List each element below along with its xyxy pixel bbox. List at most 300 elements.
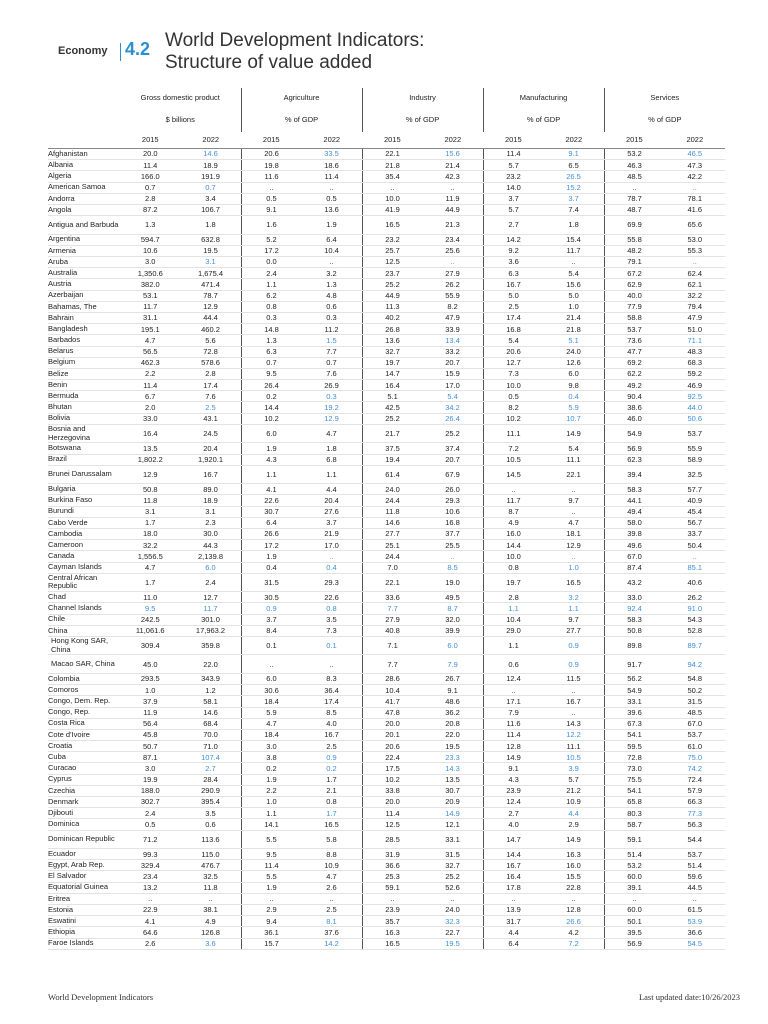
value-cell: 13.9: [483, 905, 544, 916]
value-cell: 15.2: [544, 182, 605, 193]
value-cell: 56.9: [604, 938, 665, 949]
table-row: [48, 752, 725, 763]
value-cell: 72.4: [665, 774, 726, 785]
value-cell: 13.5: [423, 774, 484, 785]
group-header-industry: Industry: [362, 88, 483, 108]
value-cell: 54.5: [665, 938, 726, 949]
value-cell: 33.8: [362, 785, 423, 796]
value-cell: 58.8: [604, 312, 665, 323]
value-cell: 3.6: [483, 257, 544, 268]
value-cell: 58.3: [604, 484, 665, 495]
value-cell: 0.6: [483, 655, 544, 674]
table-row: [48, 216, 725, 235]
value-cell: 27.9: [423, 268, 484, 279]
indicator-table: [48, 88, 725, 950]
value-cell: 343.9: [181, 673, 242, 684]
value-cell: 6.3: [483, 268, 544, 279]
value-cell: 50.8: [120, 484, 181, 495]
value-cell: 3.1: [120, 506, 181, 517]
table-row: [48, 257, 725, 268]
value-cell: 0.2: [241, 391, 302, 402]
table-row: [48, 182, 725, 193]
country-name: Bhutan: [48, 402, 120, 413]
value-cell: 17.8: [483, 882, 544, 893]
value-cell: 8.2: [423, 301, 484, 312]
table-row: [48, 882, 725, 893]
value-cell: 40.8: [362, 625, 423, 636]
value-cell: 39.8: [604, 528, 665, 539]
group-header-manufacturing: Manufacturing: [483, 88, 604, 108]
section-divider: [120, 43, 121, 61]
value-cell: 10.0: [483, 380, 544, 391]
table-row: [48, 916, 725, 927]
value-cell: 14.6: [181, 707, 242, 718]
table-row: [48, 484, 725, 495]
value-cell: 5.4: [483, 335, 544, 346]
value-cell: 1.8: [544, 216, 605, 235]
value-cell: 59.2: [665, 368, 726, 379]
value-cell: 13.6: [302, 204, 363, 215]
value-cell: 32.2: [120, 540, 181, 551]
value-cell: 10.5: [483, 454, 544, 465]
value-cell: 24.0: [423, 905, 484, 916]
value-cell: 14.4: [241, 402, 302, 413]
value-cell: 2.5: [181, 402, 242, 413]
corner-cell: [48, 108, 120, 132]
table-row: [48, 849, 725, 860]
value-cell: 14.4: [483, 849, 544, 860]
value-cell: 15.4: [544, 234, 605, 245]
value-cell: 1.3: [241, 335, 302, 346]
country-name: Congo, Rep.: [48, 707, 120, 718]
value-cell: 57.9: [665, 785, 726, 796]
table-row: [48, 636, 725, 655]
value-cell: 55.3: [665, 245, 726, 256]
table-row: [48, 402, 725, 413]
value-cell: 4.1: [120, 916, 181, 927]
value-cell: 329.4: [120, 860, 181, 871]
table-row: [48, 573, 725, 592]
value-cell: 11.9: [423, 193, 484, 204]
year-header: 2015: [120, 132, 181, 149]
value-cell: 0.0: [241, 257, 302, 268]
value-cell: 1,675.4: [181, 268, 242, 279]
value-cell: 5.0: [483, 290, 544, 301]
value-cell: 1.9: [302, 216, 363, 235]
value-cell: 45.8: [120, 729, 181, 740]
section-label: Economy: [58, 45, 108, 57]
value-cell: 56.7: [665, 517, 726, 528]
value-cell: 0.3: [302, 391, 363, 402]
table-row: [48, 696, 725, 707]
value-cell: 0.9: [241, 603, 302, 614]
country-name: Eswatini: [48, 916, 120, 927]
value-cell: 4.2: [544, 927, 605, 938]
table-row: [48, 301, 725, 312]
value-cell: 52.8: [665, 625, 726, 636]
value-cell: 17.1: [483, 696, 544, 707]
value-cell: 16.5: [362, 216, 423, 235]
table-row: [48, 465, 725, 484]
value-cell: 29.0: [483, 625, 544, 636]
value-cell: 19.8: [241, 160, 302, 171]
value-cell: 6.0: [181, 562, 242, 573]
value-cell: 20.9: [423, 797, 484, 808]
value-cell: 36.4: [302, 685, 363, 696]
value-cell: 50.8: [604, 625, 665, 636]
value-cell: 0.4: [241, 562, 302, 573]
value-cell: 48.2: [604, 245, 665, 256]
value-cell: 17,963.2: [181, 625, 242, 636]
value-cell: ..: [665, 893, 726, 904]
country-name: Burkina Faso: [48, 495, 120, 506]
country-name: Aruba: [48, 257, 120, 268]
table-row: [48, 819, 725, 830]
value-cell: 55.9: [665, 443, 726, 454]
value-cell: 50.2: [665, 685, 726, 696]
value-cell: 7.9: [483, 707, 544, 718]
value-cell: 0.2: [241, 763, 302, 774]
value-cell: 50.1: [604, 916, 665, 927]
country-name: Cyprus: [48, 774, 120, 785]
value-cell: 68.3: [665, 357, 726, 368]
value-cell: 10.0: [362, 193, 423, 204]
value-cell: 4.7: [241, 718, 302, 729]
value-cell: 0.5: [120, 819, 181, 830]
value-cell: 15.6: [423, 149, 484, 160]
value-cell: 74.2: [665, 763, 726, 774]
value-cell: 78.1: [665, 193, 726, 204]
value-cell: 20.1: [362, 729, 423, 740]
value-cell: 14.8: [241, 324, 302, 335]
value-cell: 17.4: [302, 696, 363, 707]
value-cell: 191.9: [181, 171, 242, 182]
value-cell: 1.1: [483, 603, 544, 614]
value-cell: 16.7: [181, 465, 242, 484]
value-cell: 14.3: [423, 763, 484, 774]
table-row: [48, 279, 725, 290]
value-cell: 14.5: [483, 465, 544, 484]
value-cell: 0.1: [241, 636, 302, 655]
country-name: Cameroon: [48, 540, 120, 551]
value-cell: 4.7: [302, 871, 363, 882]
table-row: [48, 614, 725, 625]
value-cell: 16.5: [362, 938, 423, 949]
value-cell: 19.7: [362, 357, 423, 368]
value-cell: 67.3: [604, 718, 665, 729]
country-name: Egypt, Arab Rep.: [48, 860, 120, 871]
value-cell: 25.6: [423, 245, 484, 256]
value-cell: 26.9: [302, 380, 363, 391]
unit-services: % of GDP: [604, 108, 725, 132]
table-row: [48, 346, 725, 357]
value-cell: 113.6: [181, 830, 242, 849]
value-cell: 11,061.6: [120, 625, 181, 636]
value-cell: 94.2: [665, 655, 726, 674]
value-cell: 359.8: [181, 636, 242, 655]
value-cell: 21.7: [362, 424, 423, 443]
value-cell: 73.6: [604, 335, 665, 346]
value-cell: 26.5: [544, 171, 605, 182]
country-name: Albania: [48, 160, 120, 171]
table-row: [48, 603, 725, 614]
value-cell: 36.1: [241, 927, 302, 938]
value-cell: 47.9: [423, 312, 484, 323]
value-cell: 78.7: [604, 193, 665, 204]
value-cell: 13.5: [120, 443, 181, 454]
value-cell: 3.5: [302, 614, 363, 625]
country-name: Dominica: [48, 819, 120, 830]
value-cell: ..: [604, 893, 665, 904]
value-cell: 4.7: [302, 424, 363, 443]
value-cell: 67.9: [423, 465, 484, 484]
value-cell: 22.9: [120, 905, 181, 916]
value-cell: ..: [302, 655, 363, 674]
value-cell: 11.4: [483, 149, 544, 160]
value-cell: 49.4: [604, 506, 665, 517]
value-cell: 23.7: [362, 268, 423, 279]
value-cell: 18.0: [120, 528, 181, 539]
value-cell: 578.6: [181, 357, 242, 368]
year-header: 2022: [544, 132, 605, 149]
value-cell: 0.3: [241, 312, 302, 323]
value-cell: 69.9: [604, 216, 665, 235]
value-cell: 2.4: [181, 573, 242, 592]
value-cell: 61.4: [362, 465, 423, 484]
value-cell: 2.2: [120, 368, 181, 379]
value-cell: 15.5: [544, 871, 605, 882]
value-cell: 21.3: [423, 216, 484, 235]
value-cell: 25.2: [362, 279, 423, 290]
value-cell: 46.3: [604, 160, 665, 171]
value-cell: 4.9: [483, 517, 544, 528]
value-cell: 11.6: [241, 171, 302, 182]
value-cell: 0.9: [544, 655, 605, 674]
value-cell: 5.9: [544, 402, 605, 413]
value-cell: 56.4: [120, 718, 181, 729]
country-name: Benin: [48, 380, 120, 391]
value-cell: 41.9: [362, 204, 423, 215]
value-cell: 25.5: [423, 540, 484, 551]
value-cell: 6.0: [544, 368, 605, 379]
value-cell: 51.4: [604, 849, 665, 860]
value-cell: 59.6: [665, 871, 726, 882]
value-cell: 382.0: [120, 279, 181, 290]
value-cell: 19.4: [362, 454, 423, 465]
value-cell: 58.1: [181, 696, 242, 707]
country-name: American Samoa: [48, 182, 120, 193]
value-cell: 12.5: [362, 819, 423, 830]
value-cell: 17.0: [302, 540, 363, 551]
value-cell: 29.3: [302, 573, 363, 592]
table-row: [48, 707, 725, 718]
value-cell: 9.1: [423, 685, 484, 696]
value-cell: ..: [423, 257, 484, 268]
group-header-gdp: Gross domestic product: [140, 93, 220, 103]
value-cell: 293.5: [120, 673, 181, 684]
value-cell: 16.5: [302, 819, 363, 830]
value-cell: 17.4: [181, 380, 242, 391]
value-cell: 60.0: [604, 905, 665, 916]
value-cell: 23.9: [362, 905, 423, 916]
value-cell: 11.1: [483, 424, 544, 443]
country-name: Antigua and Barbuda: [48, 216, 120, 235]
value-cell: 38.1: [181, 905, 242, 916]
table-row: [48, 391, 725, 402]
value-cell: 56.3: [665, 819, 726, 830]
value-cell: 1.8: [181, 216, 242, 235]
value-cell: 30.0: [181, 528, 242, 539]
table-row: [48, 551, 725, 562]
value-cell: 57.7: [665, 484, 726, 495]
value-cell: 22.1: [362, 573, 423, 592]
value-cell: 5.4: [544, 443, 605, 454]
table-row: [48, 149, 725, 160]
value-cell: 1.1: [241, 279, 302, 290]
country-name: Comoros: [48, 685, 120, 696]
value-cell: 14.2: [483, 234, 544, 245]
country-name: Algeria: [48, 171, 120, 182]
value-cell: 53.2: [604, 860, 665, 871]
country-name: Cabo Verde: [48, 517, 120, 528]
value-cell: 1.7: [120, 517, 181, 528]
value-cell: 16.8: [423, 517, 484, 528]
value-cell: 594.7: [120, 234, 181, 245]
value-cell: 14.1: [241, 819, 302, 830]
value-cell: 2.4: [120, 808, 181, 819]
value-cell: 471.4: [181, 279, 242, 290]
value-cell: 26.4: [423, 413, 484, 424]
value-cell: 9.1: [241, 204, 302, 215]
value-cell: 3.2: [302, 268, 363, 279]
table-row: [48, 830, 725, 849]
value-cell: 24.4: [362, 495, 423, 506]
value-cell: 13.6: [362, 335, 423, 346]
value-cell: 77.3: [665, 808, 726, 819]
value-cell: 12.9: [544, 540, 605, 551]
country-name: Canada: [48, 551, 120, 562]
value-cell: 4.9: [181, 916, 242, 927]
value-cell: ..: [544, 257, 605, 268]
country-name: Austria: [48, 279, 120, 290]
value-cell: 62.3: [604, 454, 665, 465]
country-name: Afghanistan: [48, 149, 120, 160]
value-cell: 56.2: [604, 673, 665, 684]
value-cell: 13.4: [423, 335, 484, 346]
value-cell: 16.4: [362, 380, 423, 391]
value-cell: 70.0: [181, 729, 242, 740]
value-cell: 54.1: [604, 785, 665, 796]
value-cell: 44.9: [362, 290, 423, 301]
value-cell: 25.2: [423, 871, 484, 882]
value-cell: 5.1: [544, 335, 605, 346]
value-cell: 462.3: [120, 357, 181, 368]
value-cell: 8.5: [423, 562, 484, 573]
value-cell: 21.2: [544, 785, 605, 796]
value-cell: 39.4: [604, 465, 665, 484]
value-cell: 75.5: [604, 774, 665, 785]
value-cell: 115.0: [181, 849, 242, 860]
value-cell: 7.2: [544, 938, 605, 949]
value-cell: 0.7: [120, 182, 181, 193]
value-cell: 2,139.8: [181, 551, 242, 562]
value-cell: 3.7: [483, 193, 544, 204]
value-cell: 10.4: [483, 614, 544, 625]
value-cell: 0.5: [483, 391, 544, 402]
value-cell: 4.4: [544, 808, 605, 819]
table-row: [48, 625, 725, 636]
country-name: Bermuda: [48, 391, 120, 402]
table-row: [48, 718, 725, 729]
value-cell: 35.7: [362, 916, 423, 927]
value-cell: 0.8: [302, 603, 363, 614]
value-cell: 36.6: [665, 927, 726, 938]
value-cell: 40.2: [362, 312, 423, 323]
value-cell: 0.2: [302, 763, 363, 774]
country-name: Congo, Dem. Rep.: [48, 696, 120, 707]
value-cell: 29.3: [423, 495, 484, 506]
value-cell: 20.0: [120, 149, 181, 160]
value-cell: 11.4: [483, 729, 544, 740]
value-cell: 20.0: [362, 797, 423, 808]
value-cell: ..: [302, 257, 363, 268]
value-cell: ..: [544, 484, 605, 495]
value-cell: 11.8: [181, 882, 242, 893]
value-cell: 11.1: [544, 741, 605, 752]
value-cell: 16.4: [120, 424, 181, 443]
value-cell: 1.0: [544, 301, 605, 312]
value-cell: 9.7: [544, 614, 605, 625]
value-cell: 36.6: [362, 860, 423, 871]
value-cell: 32.0: [423, 614, 484, 625]
value-cell: 99.3: [120, 849, 181, 860]
value-cell: ..: [544, 707, 605, 718]
value-cell: 14.3: [544, 718, 605, 729]
value-cell: 19.2: [302, 402, 363, 413]
value-cell: ..: [483, 484, 544, 495]
value-cell: ..: [423, 182, 484, 193]
value-cell: 58.0: [604, 517, 665, 528]
value-cell: 16.3: [362, 927, 423, 938]
year-header: 2015: [241, 132, 302, 149]
value-cell: 27.9: [362, 614, 423, 625]
value-cell: ..: [544, 506, 605, 517]
value-cell: 53.1: [120, 290, 181, 301]
value-cell: 3.0: [120, 257, 181, 268]
value-cell: 36.2: [423, 707, 484, 718]
value-cell: 35.4: [362, 171, 423, 182]
value-cell: 22.0: [423, 729, 484, 740]
country-name: Angola: [48, 204, 120, 215]
value-cell: 12.9: [302, 413, 363, 424]
value-cell: 25.2: [362, 413, 423, 424]
value-cell: 7.2: [483, 443, 544, 454]
value-cell: 16.7: [544, 696, 605, 707]
value-cell: 21.9: [302, 528, 363, 539]
value-cell: ..: [120, 893, 181, 904]
value-cell: 1,556.5: [120, 551, 181, 562]
unit-manufacturing: % of GDP: [483, 108, 604, 132]
value-cell: 31.5: [241, 573, 302, 592]
value-cell: 9.1: [483, 763, 544, 774]
value-cell: ..: [241, 182, 302, 193]
value-cell: 0.5: [241, 193, 302, 204]
value-cell: 9.5: [241, 849, 302, 860]
table-row: [48, 424, 725, 443]
value-cell: 49.2: [604, 380, 665, 391]
value-cell: ..: [241, 655, 302, 674]
value-cell: 48.5: [665, 707, 726, 718]
